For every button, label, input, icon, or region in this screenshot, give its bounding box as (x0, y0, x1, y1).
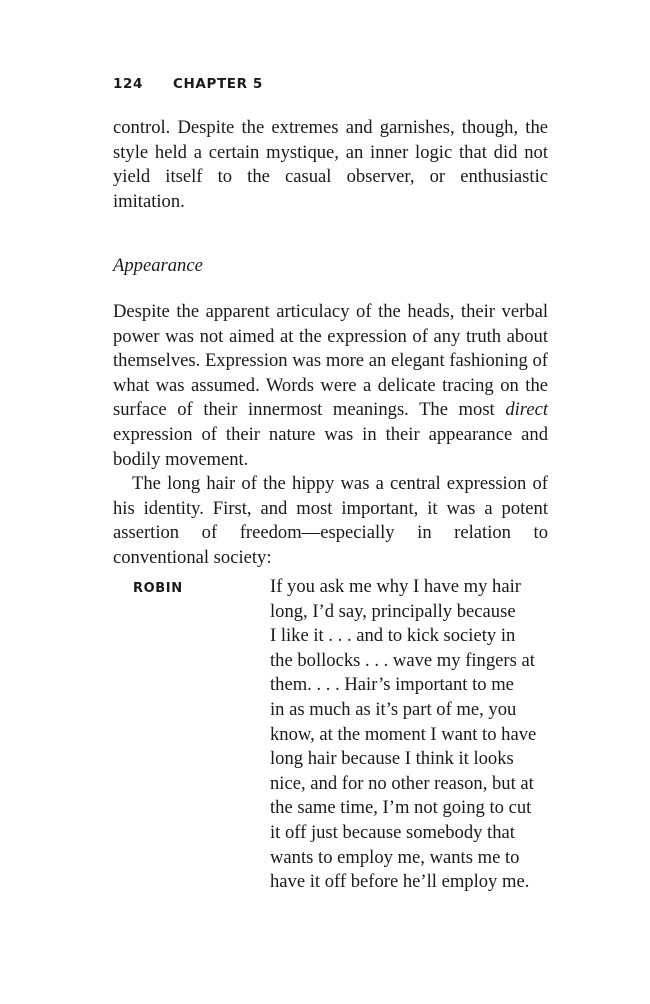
section-heading: Appearance (113, 255, 203, 276)
paragraph-text-part: expression of their nature was in their appearance and bodily movement. (113, 423, 548, 470)
quote-speaker: ROBIN (133, 581, 183, 596)
quote-line: nice, and for no other reason, but at (270, 772, 534, 794)
body-block-appearance (113, 300, 548, 571)
page-number: 124 (113, 76, 143, 92)
paragraph-appearance-intro (113, 300, 548, 472)
chapter-title: CHAPTER 5 (173, 76, 263, 92)
emphasis-text: direct (505, 399, 548, 421)
block-quote (270, 575, 540, 895)
quote-line: in as much as it’s part of me, you (270, 698, 517, 720)
quote-line: wants to employ me, wants me to (270, 846, 520, 868)
quote-line: I like it . . . and to kick society in (270, 625, 516, 647)
quote-line: them. . . . Hair’s important to me (270, 674, 514, 696)
paragraph-long-hair: The long hair of the hippy was a central expression of his identity. First, and most important, it was a potent assertion of freedom—especially in relation to conventional society: (113, 473, 548, 568)
quote-line: it off just because somebody that (270, 821, 515, 843)
quote-line: the same time, I’m not going to cut (270, 797, 532, 819)
quote-line: know, at the moment I want to have (270, 723, 537, 745)
paragraph-text-part: Despite the apparent articulacy of the heads, their verbal power was not aimed at the expression of any truth about themselves. Expression was more an elegant fashioning of what was assumed. Words were a delicate tracing on the surface of their innermost meanings. The most (113, 301, 548, 421)
body-block-top (113, 116, 548, 214)
paragraph-continuation: control. Despite the extremes and garnishes, though, the style held a certain mystique, an inner logic that did not yield itself to the casual observer, or enthusiastic imitation. (113, 117, 548, 212)
quote-line: If you ask me why I have my hair (270, 576, 521, 597)
quote-line: long, I’d say, principally because (270, 600, 516, 622)
quote-line: the bollocks . . . wave my fingers at (270, 649, 535, 671)
running-head (113, 76, 263, 92)
quote-line: have it off before he’ll employ me. (270, 871, 530, 893)
quote-line: long hair because I think it looks (270, 748, 514, 770)
